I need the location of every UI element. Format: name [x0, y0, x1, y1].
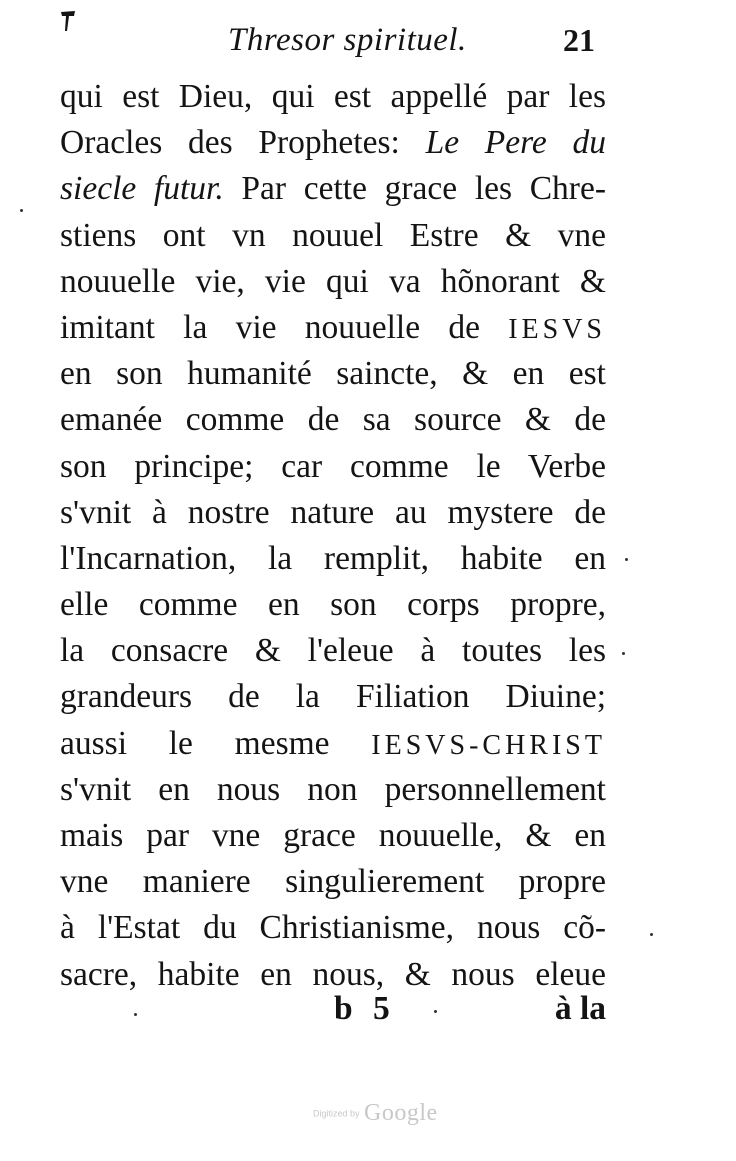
page-footer	[60, 990, 606, 1036]
text-line	[60, 305, 606, 351]
page-number: 21	[563, 22, 595, 58]
text-line	[60, 490, 606, 536]
ink-speck	[625, 558, 628, 561]
text-segment: vne maniere singulierement propre	[60, 863, 606, 901]
text-segment: à l'Estat du Christianisme, nous cõ-	[60, 909, 606, 947]
text-line	[60, 721, 606, 767]
ink-speck	[20, 209, 23, 212]
text-line	[60, 120, 606, 166]
text-line	[60, 628, 606, 674]
text-segment: qui est Dieu, qui est appellé par les	[60, 78, 606, 115]
text-segment: elle comme en son corps propre,	[60, 586, 606, 624]
text-segment: s'vnit à nostre nature au mystere de	[60, 493, 606, 531]
text-segment: son principe; car comme le Verbe	[60, 447, 606, 485]
text-segment: mais par vne grace nouuelle, & en	[60, 817, 606, 854]
text-line	[60, 351, 606, 397]
text-line	[60, 536, 606, 582]
running-title: Thresor spirituel.	[228, 22, 467, 58]
text-line	[60, 582, 606, 628]
signature-mark: b 5	[334, 990, 396, 1027]
text-line	[60, 213, 606, 259]
printer-mark-icon	[60, 10, 76, 32]
text-segment: grandeurs de la Filiation Diuine;	[60, 678, 606, 716]
text-segment: aussi le mesme	[60, 724, 372, 762]
body-text	[60, 74, 606, 998]
italic-text: siecle futur.	[60, 170, 224, 208]
text-segment: en son humanité saincte, & en est	[60, 355, 606, 393]
text-segment: l'Incarnation, la remplit, habite en	[60, 539, 606, 577]
ink-speck	[650, 933, 653, 936]
text-line	[60, 74, 606, 120]
text-segment: Oracles des Prophetes:	[60, 124, 426, 162]
text-segment: s'vnit en nous non personnellement	[60, 770, 606, 808]
watermark-prefix: Digitized by	[313, 1108, 360, 1119]
text-line	[60, 859, 606, 905]
text-line	[60, 444, 606, 490]
text-line	[60, 905, 606, 951]
text-segment: nouuelle vie, vie qui va hõnorant &	[60, 262, 606, 300]
italic-text: Le Pere du	[425, 124, 606, 162]
small-caps-name: IESVS-CHRIST	[371, 729, 606, 761]
text-line	[60, 767, 606, 813]
text-segment: sacre, habite en nous, & nous eleue	[60, 955, 606, 993]
text-segment: imitant la vie nouuelle de	[60, 308, 509, 346]
catchword: à la	[554, 990, 606, 1027]
ink-speck	[434, 1010, 437, 1013]
text-line	[60, 674, 606, 720]
ink-speck	[622, 652, 625, 655]
text-line	[60, 259, 606, 305]
text-segment: stiens ont vn nouuel Estre & vne	[60, 216, 606, 254]
text-line	[60, 813, 606, 859]
watermark-brand: Google	[363, 1100, 438, 1126]
text-segment: Par cette grace les Chre-	[223, 170, 606, 208]
text-segment: emanée comme de sa source & de	[60, 401, 606, 439]
small-caps-name: IESVS	[508, 313, 606, 345]
ink-speck	[134, 1013, 137, 1016]
text-line	[60, 166, 606, 212]
digitization-watermark	[313, 1100, 438, 1127]
text-segment: la consacre & l'eleue à toutes les	[60, 632, 606, 670]
text-line	[60, 397, 606, 443]
